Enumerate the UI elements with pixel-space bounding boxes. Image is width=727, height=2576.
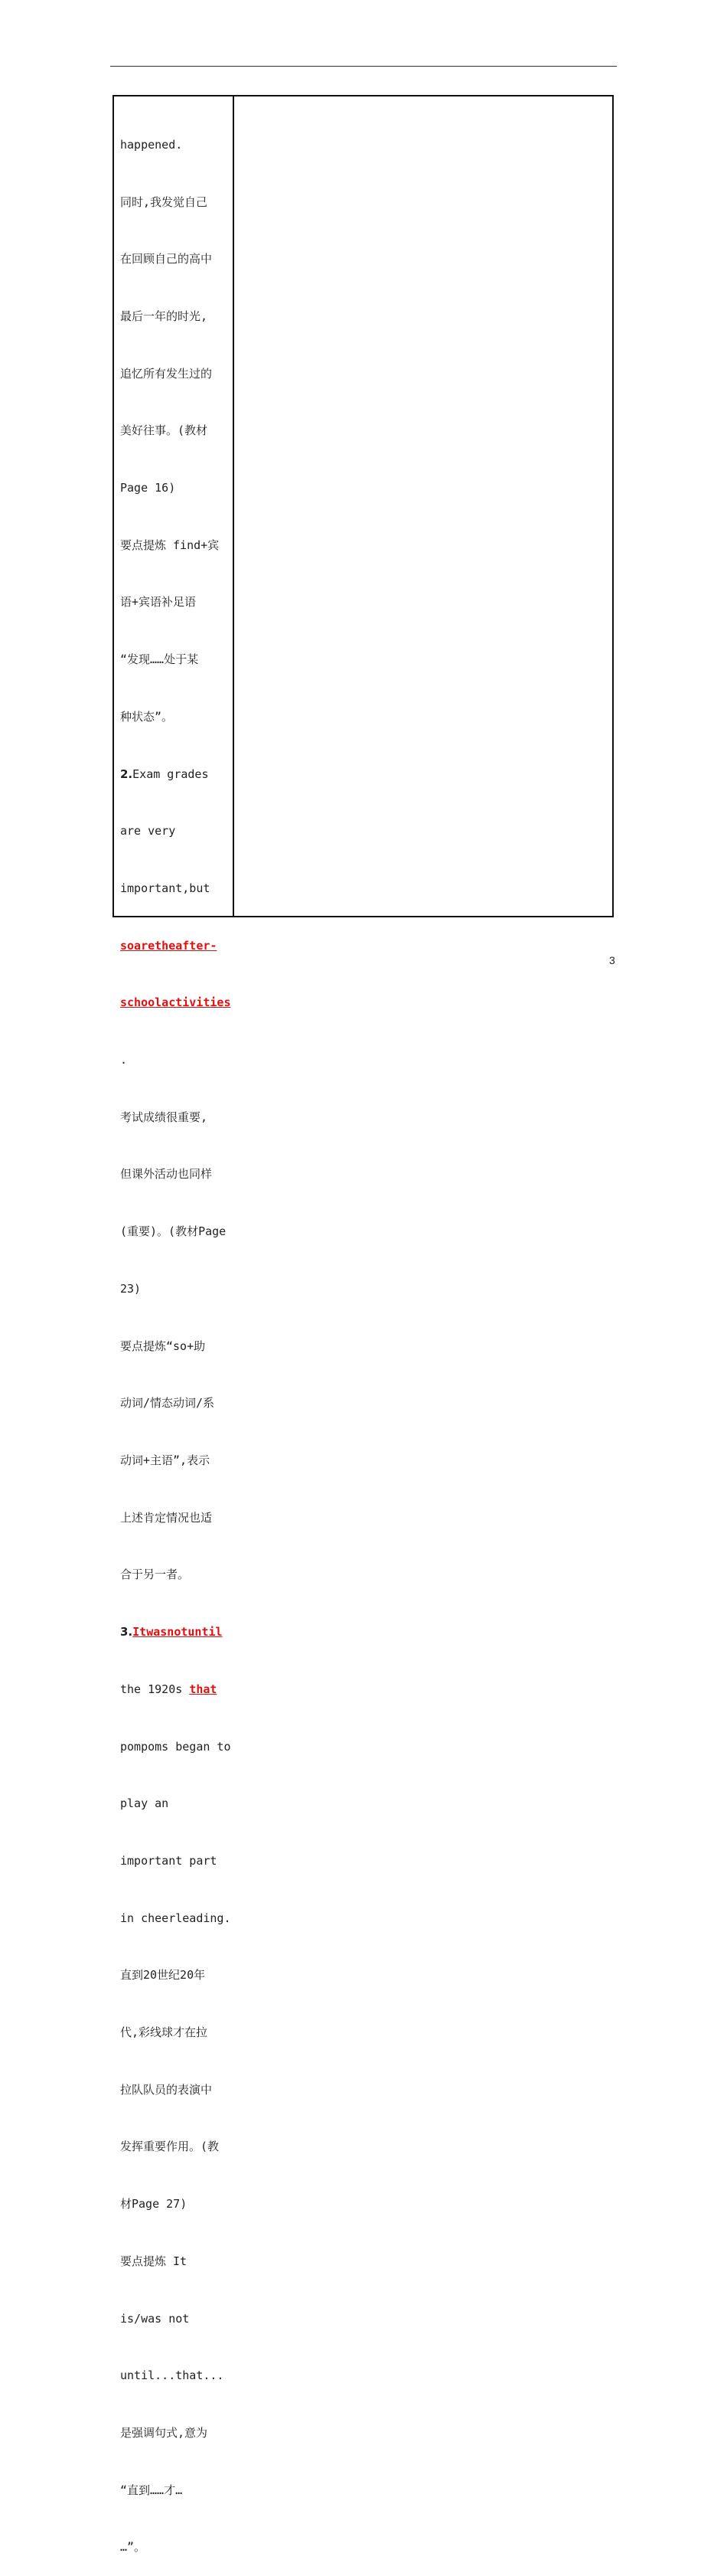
text-line: Exam grades [132,767,209,781]
text-line: “发现……处于某 [120,652,199,667]
item-3-line [120,1623,229,1642]
text-line: pompoms began to [120,1739,231,1754]
text-line: is/was not [120,2311,190,2326]
answer-blank-4: that [189,1682,217,1696]
item-number-3: 3. [120,1625,133,1639]
text-line: 种状态”。 [120,709,174,724]
text-line: …”。 [120,2540,146,2555]
text-line: 要点提炼 find+宾 [120,538,220,552]
text-line: 动词+主语”,表示 [120,1453,210,1467]
text-line: 在回顾自己的高中 [120,252,213,266]
item-2-line [120,765,229,784]
left-cell-text [120,97,229,2576]
table-column-divider [233,95,234,917]
text-line: 拉队队员的表演中 [120,2082,213,2097]
answer-line [120,993,229,1012]
answer-blank-2: schoolactivities [120,995,231,1010]
mixed-line [120,1680,229,1699]
text-line: happened. [120,137,183,152]
text-line: 要点提炼“so+助 [120,1339,206,1353]
text-line: 语+宾语补足语 [120,595,197,610]
text-line: “直到……才… [120,2483,183,2497]
text-line: 发挥重要作用。(教 [120,2140,220,2154]
text-line: (重要)。(教材Page [120,1224,227,1239]
text-line: 最后一年的时光, [120,309,208,323]
text-line: 同时,我发觉自己 [120,195,208,209]
text-line: . [120,1053,128,1067]
text-line: 代,彩线球才在拉 [120,2025,208,2040]
text-line: 追忆所有发生过的 [120,366,213,381]
text-line: 美好往事。(教材 [120,423,208,438]
text-line: play an [120,1796,169,1811]
page-number: 3 [609,954,615,966]
text-line: until...that... [120,2368,224,2383]
text-line: 要点提炼 It [120,2254,187,2268]
text-line: 合于另一者。 [120,1568,190,1582]
text-line: 但课外活动也同样 [120,1167,213,1182]
text-line: 材Page 27) [120,2197,187,2212]
text-line: 上述肯定情况也适 [120,1510,213,1525]
text-line: important part [120,1853,217,1868]
text-line: are very [120,824,176,839]
text-line: 考试成绩很重要, [120,1110,208,1124]
text-line: Page 16) [120,481,176,495]
text-line: in cheerleading. [120,1911,231,1925]
text-line: important,but [120,881,210,895]
text-line: 23) [120,1281,142,1296]
answer-blank-1: soaretheafter- [120,938,217,953]
answer-line [120,937,229,956]
text-line: the 1920s [120,1682,190,1696]
item-number-2: 2. [120,767,133,781]
text-line: 是强调句式,意为 [120,2425,208,2440]
header-rule [110,66,617,67]
answer-blank-3: Itwasnotuntil [132,1625,223,1639]
text-line: 直到20世纪20年 [120,1968,206,1983]
text-line: 动词/情态动词/系 [120,1396,215,1411]
